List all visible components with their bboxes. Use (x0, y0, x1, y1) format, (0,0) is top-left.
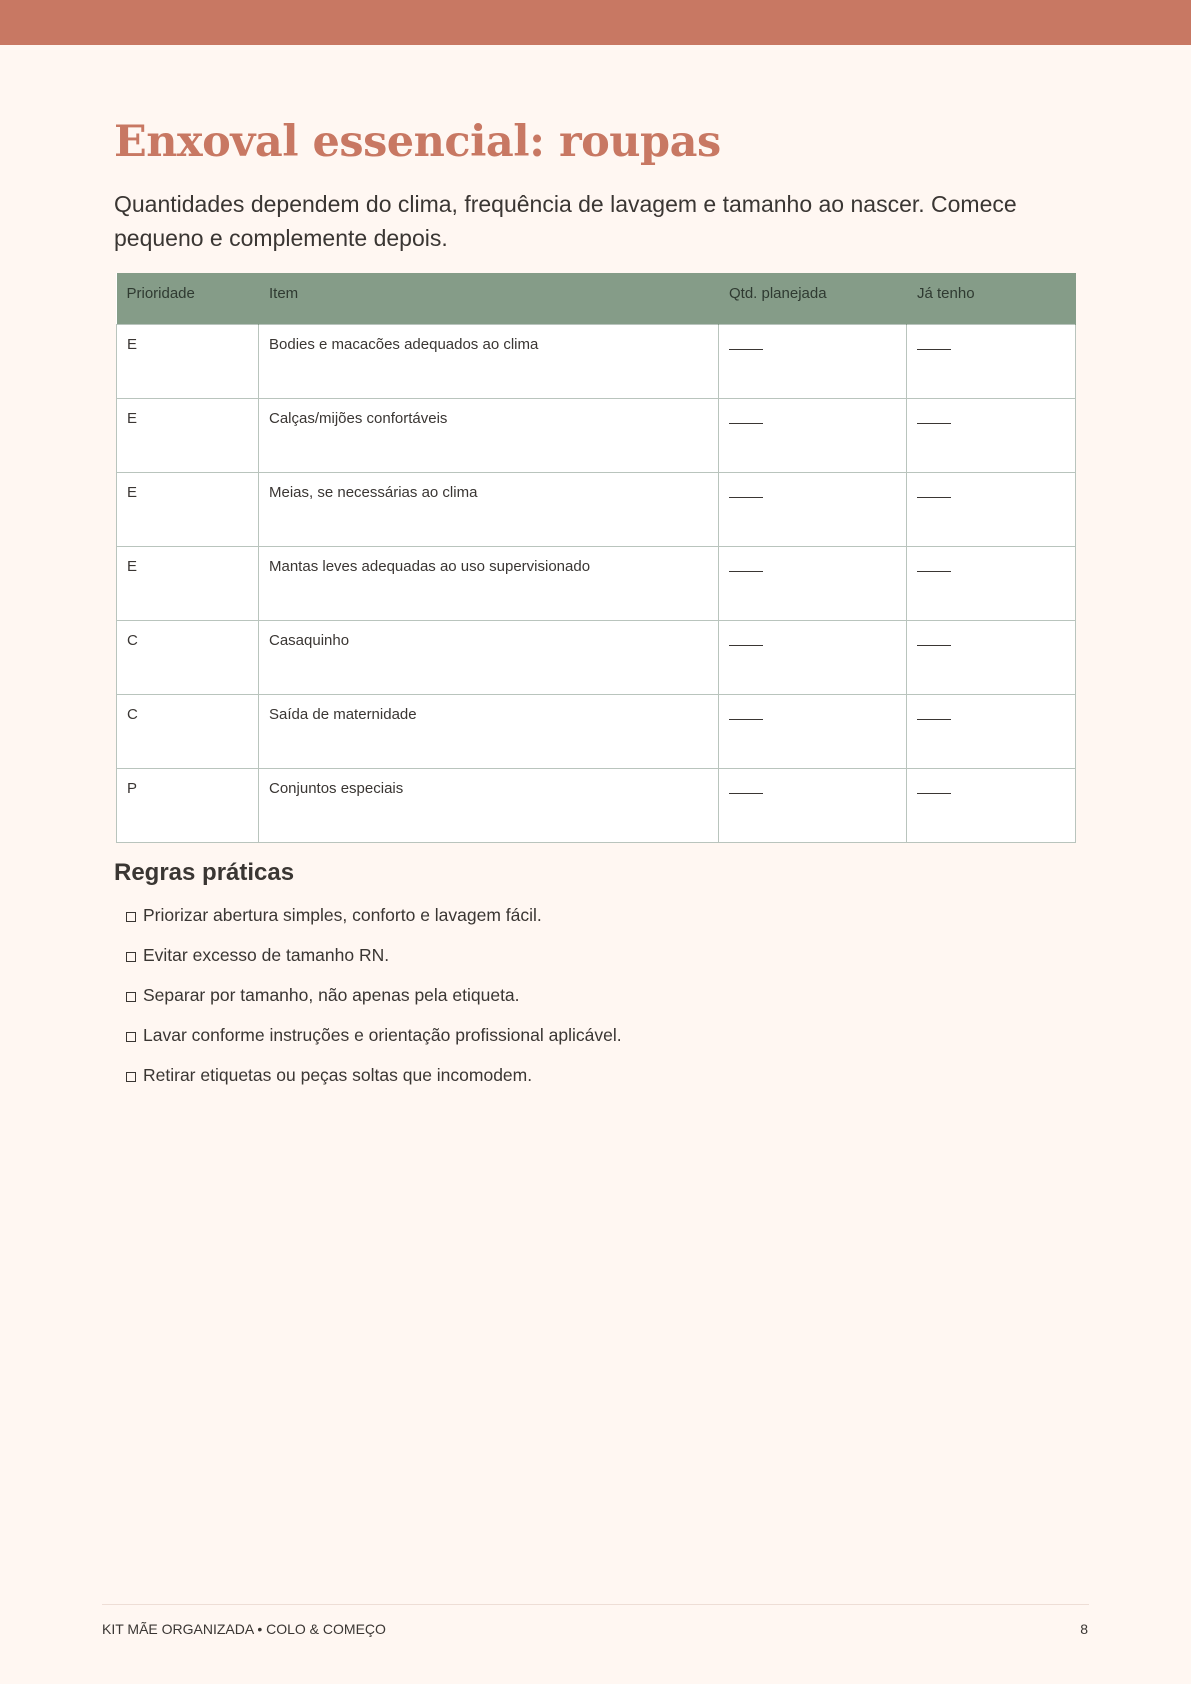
priority-cell: E (117, 472, 259, 546)
priority-cell: P (117, 768, 259, 842)
already-have-cell (907, 768, 1076, 842)
page-title: Enxoval essencial: roupas (114, 117, 721, 167)
priority-cell: E (117, 324, 259, 398)
write-in-blank (729, 410, 763, 424)
write-in-blank (729, 558, 763, 572)
rules-heading: Regras práticas (114, 859, 295, 886)
planned-qty-cell (719, 324, 907, 398)
priority-cell: C (117, 620, 259, 694)
table-row (117, 472, 1076, 546)
already-have-cell (907, 546, 1076, 620)
rule-text: Separar por tamanho, não apenas pela etiqueta. (143, 985, 520, 1005)
already-have-cell (907, 694, 1076, 768)
write-in-blank (917, 780, 951, 794)
checkbox-icon (126, 1032, 136, 1042)
column-header-planned-qty: Qtd. planejada (719, 273, 907, 324)
write-in-blank (729, 632, 763, 646)
write-in-blank (917, 484, 951, 498)
rule-text: Retirar etiquetas ou peças soltas que incomodem. (143, 1065, 533, 1085)
write-in-blank (729, 706, 763, 720)
write-in-blank (729, 336, 763, 350)
write-in-blank (729, 484, 763, 498)
table-header-row (117, 273, 1076, 324)
table-row (117, 768, 1076, 842)
intro-paragraph: Quantidades dependem do clima, frequência de lavagem e tamanho ao nascer. Comece pequeno e complemente depois. (114, 191, 1017, 251)
table-row (117, 620, 1076, 694)
checkbox-icon (126, 992, 136, 1002)
planned-qty-cell (719, 694, 907, 768)
priority-cell: C (117, 694, 259, 768)
priority-cell: E (117, 398, 259, 472)
column-header-item: Item (259, 273, 719, 324)
write-in-blank (729, 780, 763, 794)
list-item (126, 1062, 622, 1102)
clothing-checklist-table (116, 273, 1076, 843)
planned-qty-cell (719, 620, 907, 694)
page-number: 8 (1080, 1621, 1088, 1637)
item-cell: Mantas leves adequadas ao uso supervisionado (259, 546, 719, 620)
item-cell: Calças/mijões confortáveis (259, 398, 719, 472)
checkbox-icon (126, 1072, 136, 1082)
already-have-cell (907, 620, 1076, 694)
already-have-cell (907, 398, 1076, 472)
footer-divider (102, 1604, 1089, 1605)
item-cell: Saída de maternidade (259, 694, 719, 768)
planned-qty-cell (719, 768, 907, 842)
planned-qty-cell (719, 398, 907, 472)
item-cell: Bodies e macacões adequados ao clima (259, 324, 719, 398)
list-item (126, 982, 622, 1022)
rules-checklist (126, 902, 622, 1102)
table-row (117, 694, 1076, 768)
column-header-priority: Prioridade (117, 273, 259, 324)
planned-qty-cell (719, 546, 907, 620)
table-row (117, 546, 1076, 620)
write-in-blank (917, 558, 951, 572)
write-in-blank (917, 336, 951, 350)
already-have-cell (907, 324, 1076, 398)
item-cell: Conjuntos especiais (259, 768, 719, 842)
already-have-cell (907, 472, 1076, 546)
rule-text: Priorizar abertura simples, conforto e lavagem fácil. (143, 905, 542, 925)
planned-qty-cell (719, 472, 907, 546)
checkbox-icon (126, 912, 136, 922)
item-cell: Casaquinho (259, 620, 719, 694)
write-in-blank (917, 706, 951, 720)
rule-text: Evitar excesso de tamanho RN. (143, 945, 390, 965)
table-row (117, 398, 1076, 472)
list-item (126, 1022, 622, 1062)
list-item (126, 942, 622, 982)
write-in-blank (917, 410, 951, 424)
priority-cell: E (117, 546, 259, 620)
column-header-already-have: Já tenho (907, 273, 1076, 324)
table-row (117, 324, 1076, 398)
rule-text: Lavar conforme instruções e orientação profissional aplicável. (143, 1025, 622, 1045)
list-item (126, 902, 622, 942)
footer-brand: KIT MÃE ORGANIZADA • COLO & COMEÇO (102, 1621, 386, 1637)
top-color-band (0, 0, 1191, 45)
checkbox-icon (126, 952, 136, 962)
write-in-blank (917, 632, 951, 646)
item-cell: Meias, se necessárias ao clima (259, 472, 719, 546)
